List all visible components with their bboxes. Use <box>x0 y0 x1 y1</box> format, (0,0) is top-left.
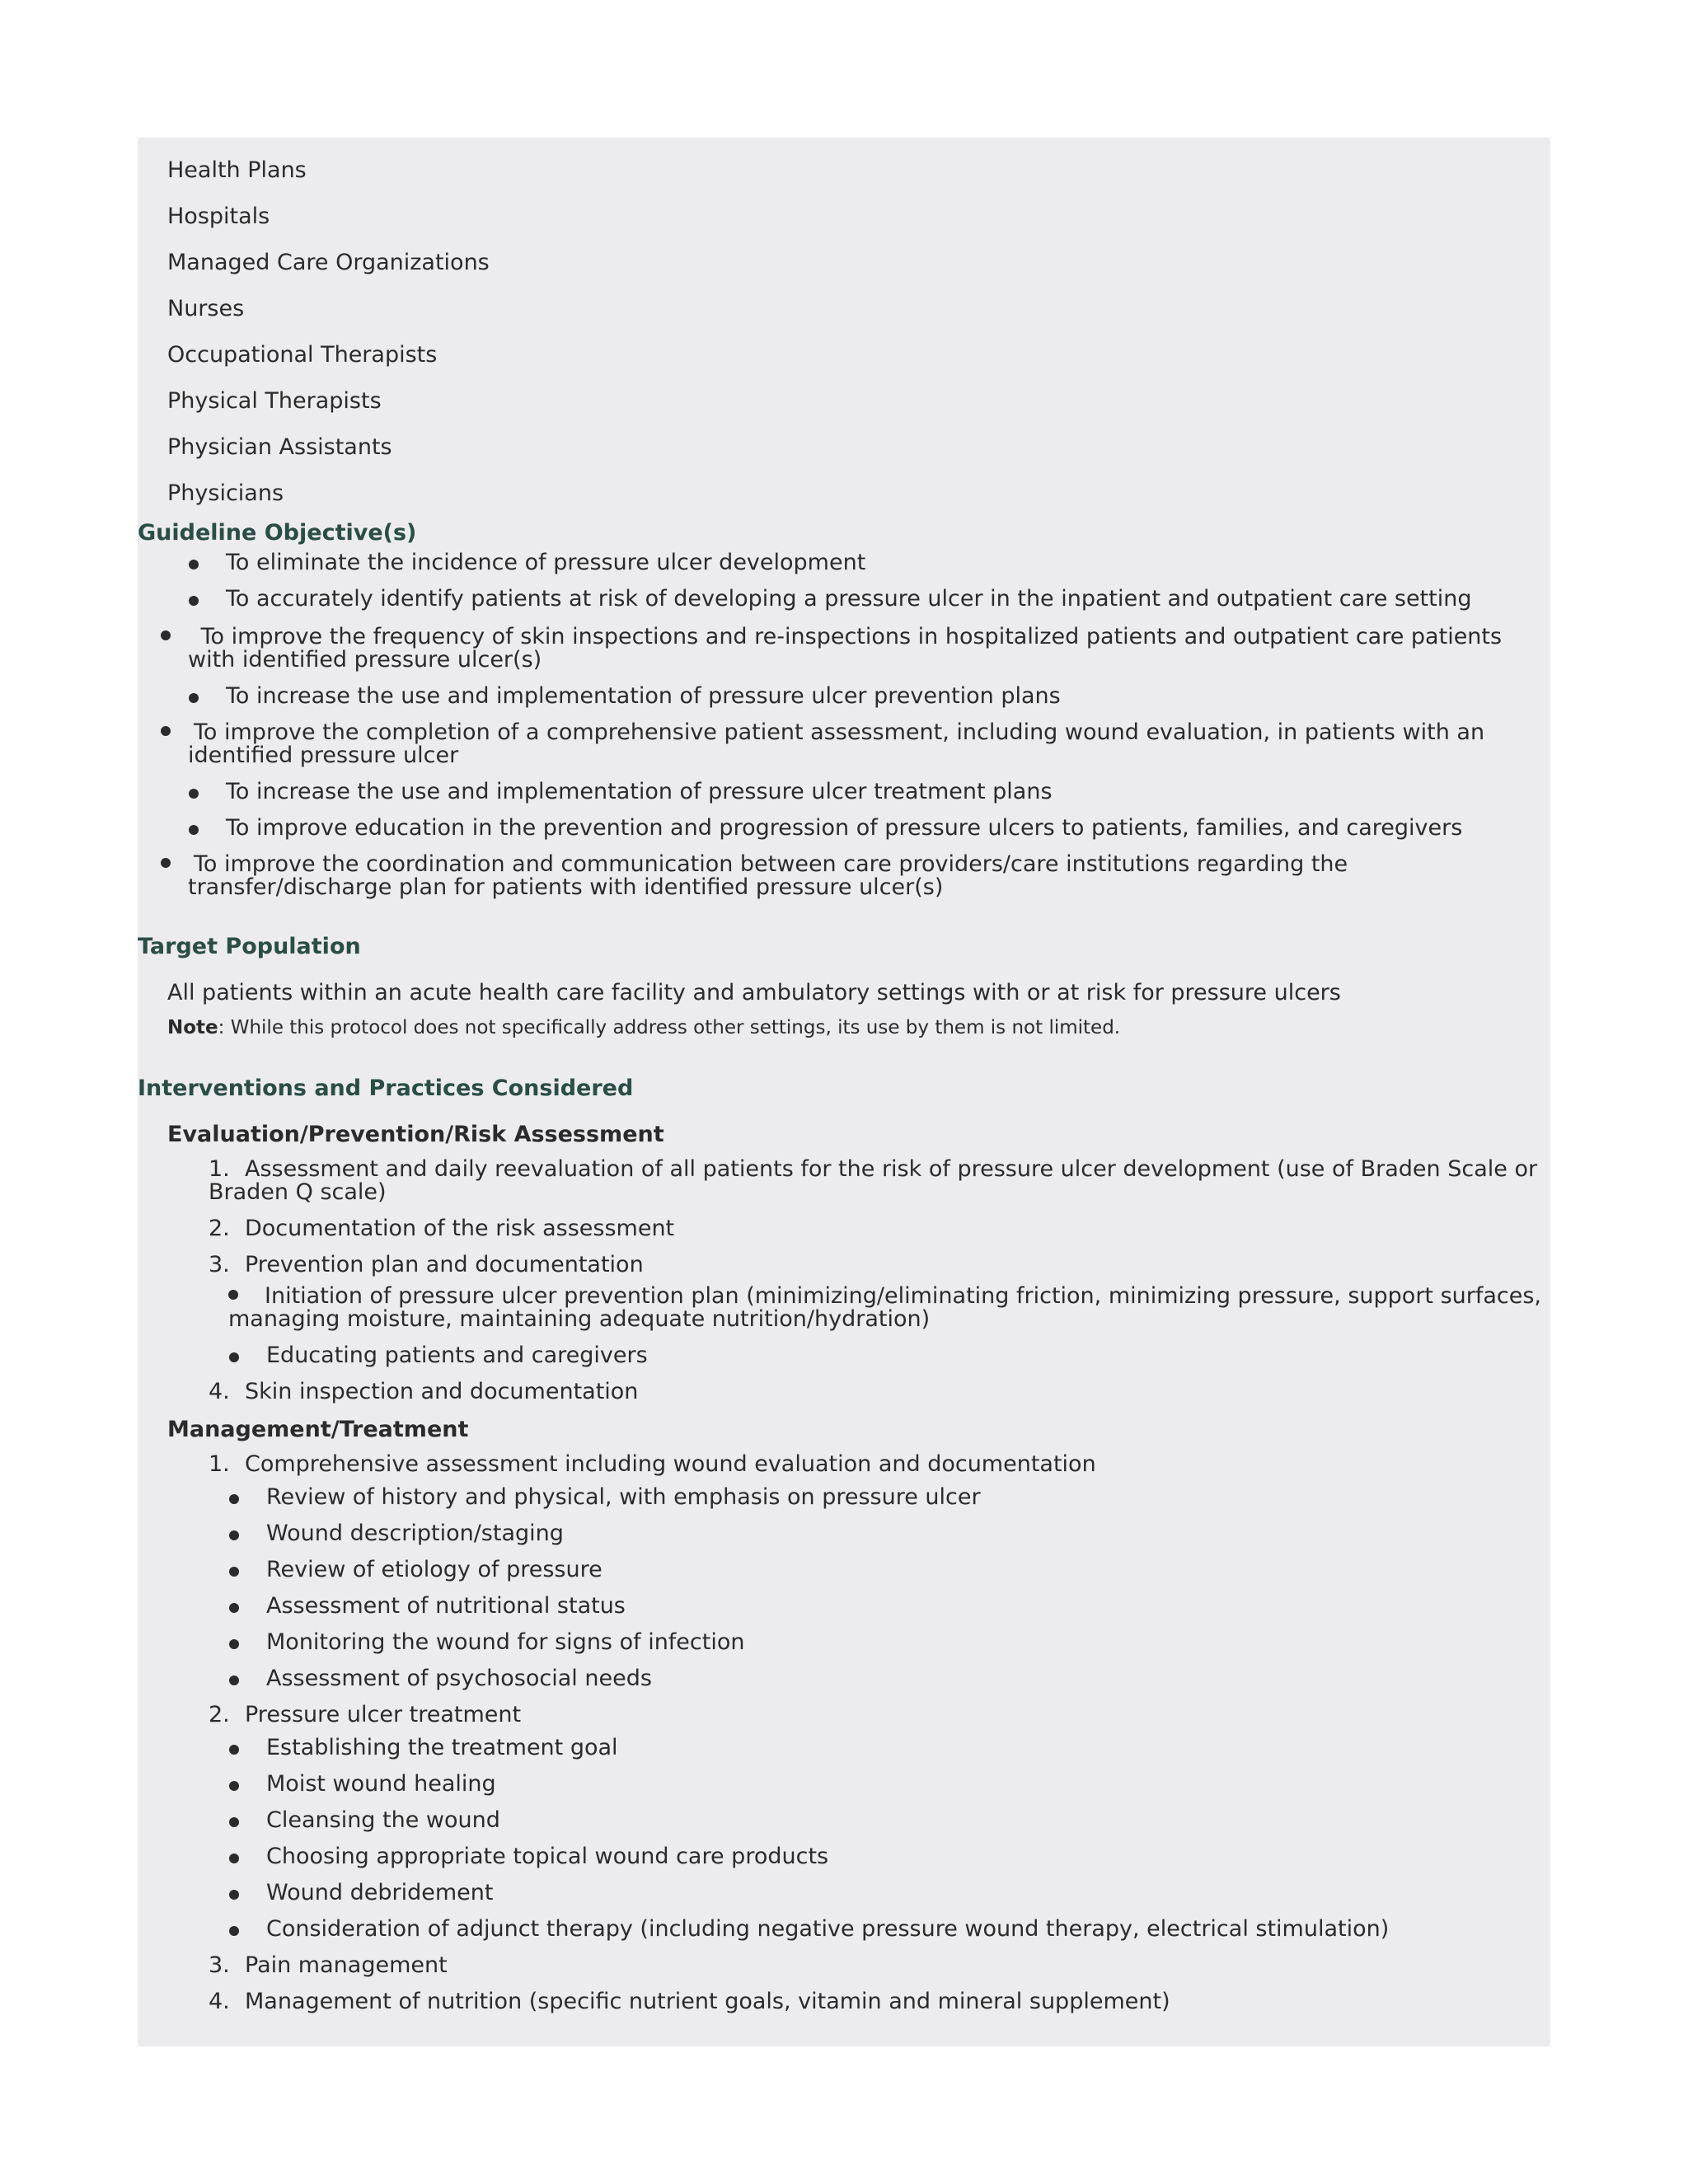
item-text: Assessment and daily reevaluation of all patients for the risk of pressure ulcer development (use of Braden Scale or Braden Q scale) <box>209 1156 1538 1205</box>
item-text: Choosing appropriate topical wound care products <box>266 1844 829 1869</box>
sub-list-item <box>138 1344 1550 1367</box>
item-number: 3. <box>209 1252 230 1277</box>
numbered-item <box>138 1217 1550 1240</box>
evaluation-list <box>138 1158 1550 1404</box>
sub-list-item <box>138 1595 1550 1618</box>
numbered-item <box>138 1704 1550 1727</box>
item-text: Pressure ulcer treatment <box>245 1702 522 1727</box>
bullet-icon <box>161 858 171 868</box>
bullet-icon <box>229 1494 239 1504</box>
sub-list-item <box>138 1522 1550 1545</box>
list-item <box>138 551 1550 574</box>
item-number: 2. <box>209 1702 230 1727</box>
item-text: Moist wound healing <box>266 1771 496 1797</box>
target-population-note <box>167 1016 1550 1039</box>
item-text: Establishing the treatment goal <box>266 1735 618 1760</box>
item-number: 1. <box>209 1156 230 1182</box>
document-content <box>138 138 1550 2027</box>
bullet-icon <box>189 560 199 569</box>
bullet-icon <box>229 1781 239 1791</box>
list-item: Health Plans <box>167 157 307 183</box>
item-number: 1. <box>209 1451 230 1477</box>
sub-list-item <box>138 1736 1550 1760</box>
item-text: Monitoring the wound for signs of infection <box>266 1629 745 1655</box>
list-item-text: To eliminate the incidence of pressure ulcer development <box>226 550 866 575</box>
list-item <box>138 817 1550 840</box>
list-item: Nurses <box>167 296 245 321</box>
list-item <box>138 721 1550 767</box>
sub-list-item <box>138 1882 1550 1905</box>
sub-list-item <box>138 1558 1550 1582</box>
list-item-text: To improve the frequency of skin inspections and re-inspections in hospitalized patients and outpatient care patients with identified pressure ulcer(s) <box>188 624 1509 673</box>
bullet-icon <box>229 1603 239 1613</box>
sub-list-item <box>138 1809 1550 1832</box>
bullet-icon <box>229 1854 239 1863</box>
list-item <box>138 780 1550 804</box>
item-text: Initiation of pressure ulcer prevention plan (minimizing/eliminating friction, minimizing pressure, support surfaces, managing moisture, maintaining adequate nutrition/hydration) <box>228 1283 1542 1332</box>
sub-list-item <box>138 1845 1550 1868</box>
bullet-icon <box>161 726 171 736</box>
bullet-icon <box>229 1745 239 1755</box>
bullet-icon <box>229 1817 239 1827</box>
sub-list-item <box>138 1773 1550 1796</box>
list-item: Occupational Therapists <box>167 342 438 368</box>
management-list <box>138 1453 1550 2013</box>
note-label: Note <box>167 1017 218 1038</box>
sub-list-item <box>138 1918 1550 1941</box>
list-item <box>138 588 1550 611</box>
item-text: Review of history and physical, with emphasis on pressure ulcer <box>266 1484 981 1510</box>
list-item <box>138 626 1550 672</box>
numbered-item <box>138 1954 1550 1977</box>
bullet-icon <box>229 1675 239 1685</box>
target-population-heading: Target Population <box>138 934 361 959</box>
bullet-icon <box>228 1290 238 1300</box>
sub-list-item <box>138 1486 1550 1509</box>
item-text: Wound description/staging <box>266 1521 564 1546</box>
bullet-icon <box>229 1352 239 1362</box>
list-item-text: To increase the use and implementation of pressure ulcer prevention plans <box>226 683 1061 709</box>
bullet-icon <box>161 630 171 640</box>
item-number: 2. <box>209 1216 230 1241</box>
list-item-text: To increase the use and implementation of pressure ulcer treatment plans <box>226 779 1053 804</box>
evaluation-heading: Evaluation/Prevention/Risk Assessment <box>167 1122 664 1147</box>
list-item-text: To improve the coordination and communication between care providers/care institutions regarding the transfer/discharge plan for patients with identified pressure ulcer(s) <box>188 851 1348 900</box>
target-population-text: All patients within an acute health care facility and ambulatory settings with or at risk for pressure ulcers <box>167 980 1341 1005</box>
bullet-icon <box>189 693 199 703</box>
numbered-item <box>138 1453 1550 1476</box>
sub-list-item <box>138 1631 1550 1654</box>
numbered-item <box>138 1158 1550 1204</box>
sub-list-item <box>138 1285 1550 1331</box>
list-item-text: To accurately identify patients at risk of developing a pressure ulcer in the inpatient and outpatient care setting <box>226 586 1472 612</box>
item-text: Consideration of adjunct therapy (including negative pressure wound therapy, electrical stimulation) <box>266 1916 1390 1942</box>
item-text: Assessment of nutritional status <box>266 1593 626 1619</box>
item-text: Assessment of psychosocial needs <box>266 1666 652 1691</box>
management-heading: Management/Treatment <box>167 1417 469 1442</box>
interventions-heading: Interventions and Practices Considered <box>138 1076 634 1101</box>
item-text: Skin inspection and documentation <box>245 1379 639 1404</box>
list-item: Physical Therapists <box>167 388 382 414</box>
item-text: Educating patients and caregivers <box>266 1343 648 1368</box>
item-number: 4. <box>209 1379 230 1404</box>
numbered-item <box>138 1254 1550 1277</box>
bullet-icon <box>229 1567 239 1577</box>
item-text: Comprehensive assessment including wound evaluation and documentation <box>245 1451 1096 1477</box>
list-item-text: To improve the completion of a comprehensive patient assessment, including wound evaluation, in patients with an identified pressure ulcer <box>188 719 1485 768</box>
list-item: Hospitals <box>167 204 270 229</box>
item-text: Pain management <box>245 1952 448 1978</box>
numbered-item <box>138 1380 1550 1404</box>
item-number: 4. <box>209 1989 230 2014</box>
item-text: Prevention plan and documentation <box>245 1252 644 1277</box>
bullet-icon <box>229 1890 239 1900</box>
item-number: 3. <box>209 1952 230 1978</box>
bullet-icon <box>229 1639 239 1649</box>
bullet-icon <box>229 1926 239 1936</box>
list-item <box>138 685 1550 708</box>
item-text: Documentation of the risk assessment <box>245 1216 675 1241</box>
numbered-item <box>138 1990 1550 2013</box>
item-text: Review of etiology of pressure <box>266 1557 603 1582</box>
item-text: Management of nutrition (specific nutrient goals, vitamin and mineral supplement) <box>245 1989 1170 2014</box>
bullet-icon <box>229 1530 239 1540</box>
list-item <box>138 853 1550 899</box>
bullet-icon <box>189 825 199 835</box>
sub-list-item <box>138 1667 1550 1690</box>
list-item-text: To improve education in the prevention and progression of pressure ulcers to patients, families, and caregivers <box>226 815 1463 841</box>
item-text: Cleansing the wound <box>266 1807 500 1833</box>
intended-users-list <box>138 157 1550 507</box>
item-text: Wound debridement <box>266 1880 494 1905</box>
bullet-icon <box>189 596 199 606</box>
list-item: Managed Care Organizations <box>167 250 490 275</box>
list-item: Physician Assistants <box>167 434 392 460</box>
list-item: Physicians <box>167 480 284 506</box>
objectives-list <box>138 551 1550 899</box>
objectives-heading: Guideline Objective(s) <box>138 520 417 546</box>
bullet-icon <box>189 789 199 799</box>
note-text: : While this protocol does not specifically address other settings, its use by them is not limited. <box>218 1017 1121 1038</box>
